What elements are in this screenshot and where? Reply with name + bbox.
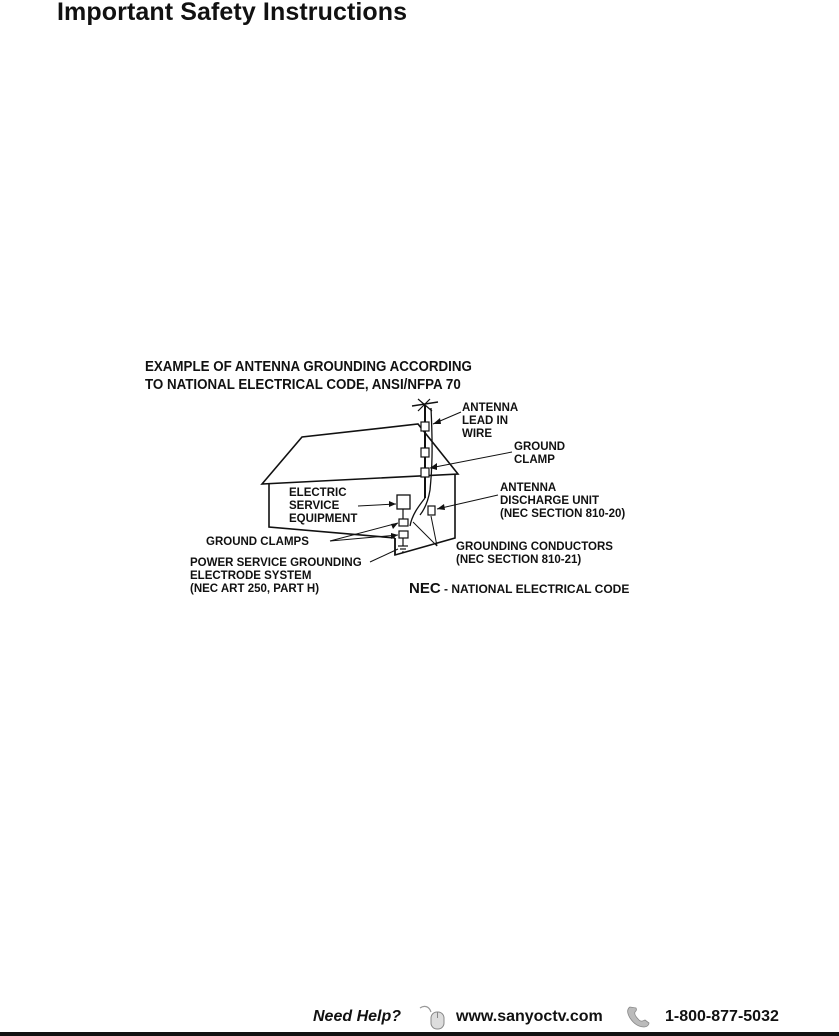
nec-abbr: NEC <box>409 580 441 597</box>
nec-definition <box>409 580 629 597</box>
diagram-title-line-1: EXAMPLE OF ANTENNA GROUNDING ACCORDING <box>145 359 472 375</box>
label-line: (NEC ART 250, PART H) <box>190 583 320 595</box>
phone-number[interactable]: 1-800-877-5032 <box>665 1008 779 1025</box>
label-line: GROUND <box>514 441 566 453</box>
label-line: GROUNDING CONDUCTORS <box>456 541 613 553</box>
label-line: DISCHARGE UNIT <box>500 495 600 507</box>
diagram-title-line-2: TO NATIONAL ELECTRICAL CODE, ANSI/NFPA 70 <box>145 377 461 393</box>
diagram-title <box>145 358 472 394</box>
nec-definition-text: - NATIONAL ELECTRICAL CODE <box>444 582 630 596</box>
label-line: POWER SERVICE GROUNDING <box>190 557 362 569</box>
label-ground-clamp <box>514 441 565 467</box>
label-power-service-grounding <box>190 557 362 596</box>
page-title: Important Safety Instructions <box>57 0 408 26</box>
label-ground-clamps: GROUND CLAMPS <box>206 536 309 548</box>
electric-service-box <box>397 495 410 509</box>
label-line: ANTENNA <box>500 482 557 494</box>
label-antenna-lead-in-wire <box>462 402 518 441</box>
need-help-text: Need Help? <box>313 1008 402 1025</box>
label-line: ANTENNA <box>462 402 519 414</box>
label-line: ELECTRODE SYSTEM <box>190 570 312 582</box>
label-line: LEAD IN <box>462 415 508 427</box>
label-antenna-discharge-unit <box>500 482 625 521</box>
label-line: SERVICE <box>289 500 340 512</box>
label-electric-service-equipment <box>289 487 357 526</box>
website-link[interactable]: www.sanyoctv.com <box>456 1008 603 1025</box>
label-line: (NEC SECTION 810-21) <box>456 554 582 566</box>
label-grounding-conductors <box>456 541 613 567</box>
label-line: CLAMP <box>514 454 555 466</box>
ground-clamp <box>421 448 429 457</box>
label-line: EQUIPMENT <box>289 513 358 525</box>
label-line: ELECTRIC <box>289 487 347 499</box>
phone-icon <box>624 1004 656 1035</box>
mouse-icon <box>416 1004 448 1035</box>
footer-rule <box>0 1032 839 1036</box>
label-line: WIRE <box>462 428 493 440</box>
footer <box>0 1004 839 1036</box>
label-line: (NEC SECTION 810-20) <box>500 508 626 520</box>
discharge-unit <box>428 506 435 515</box>
